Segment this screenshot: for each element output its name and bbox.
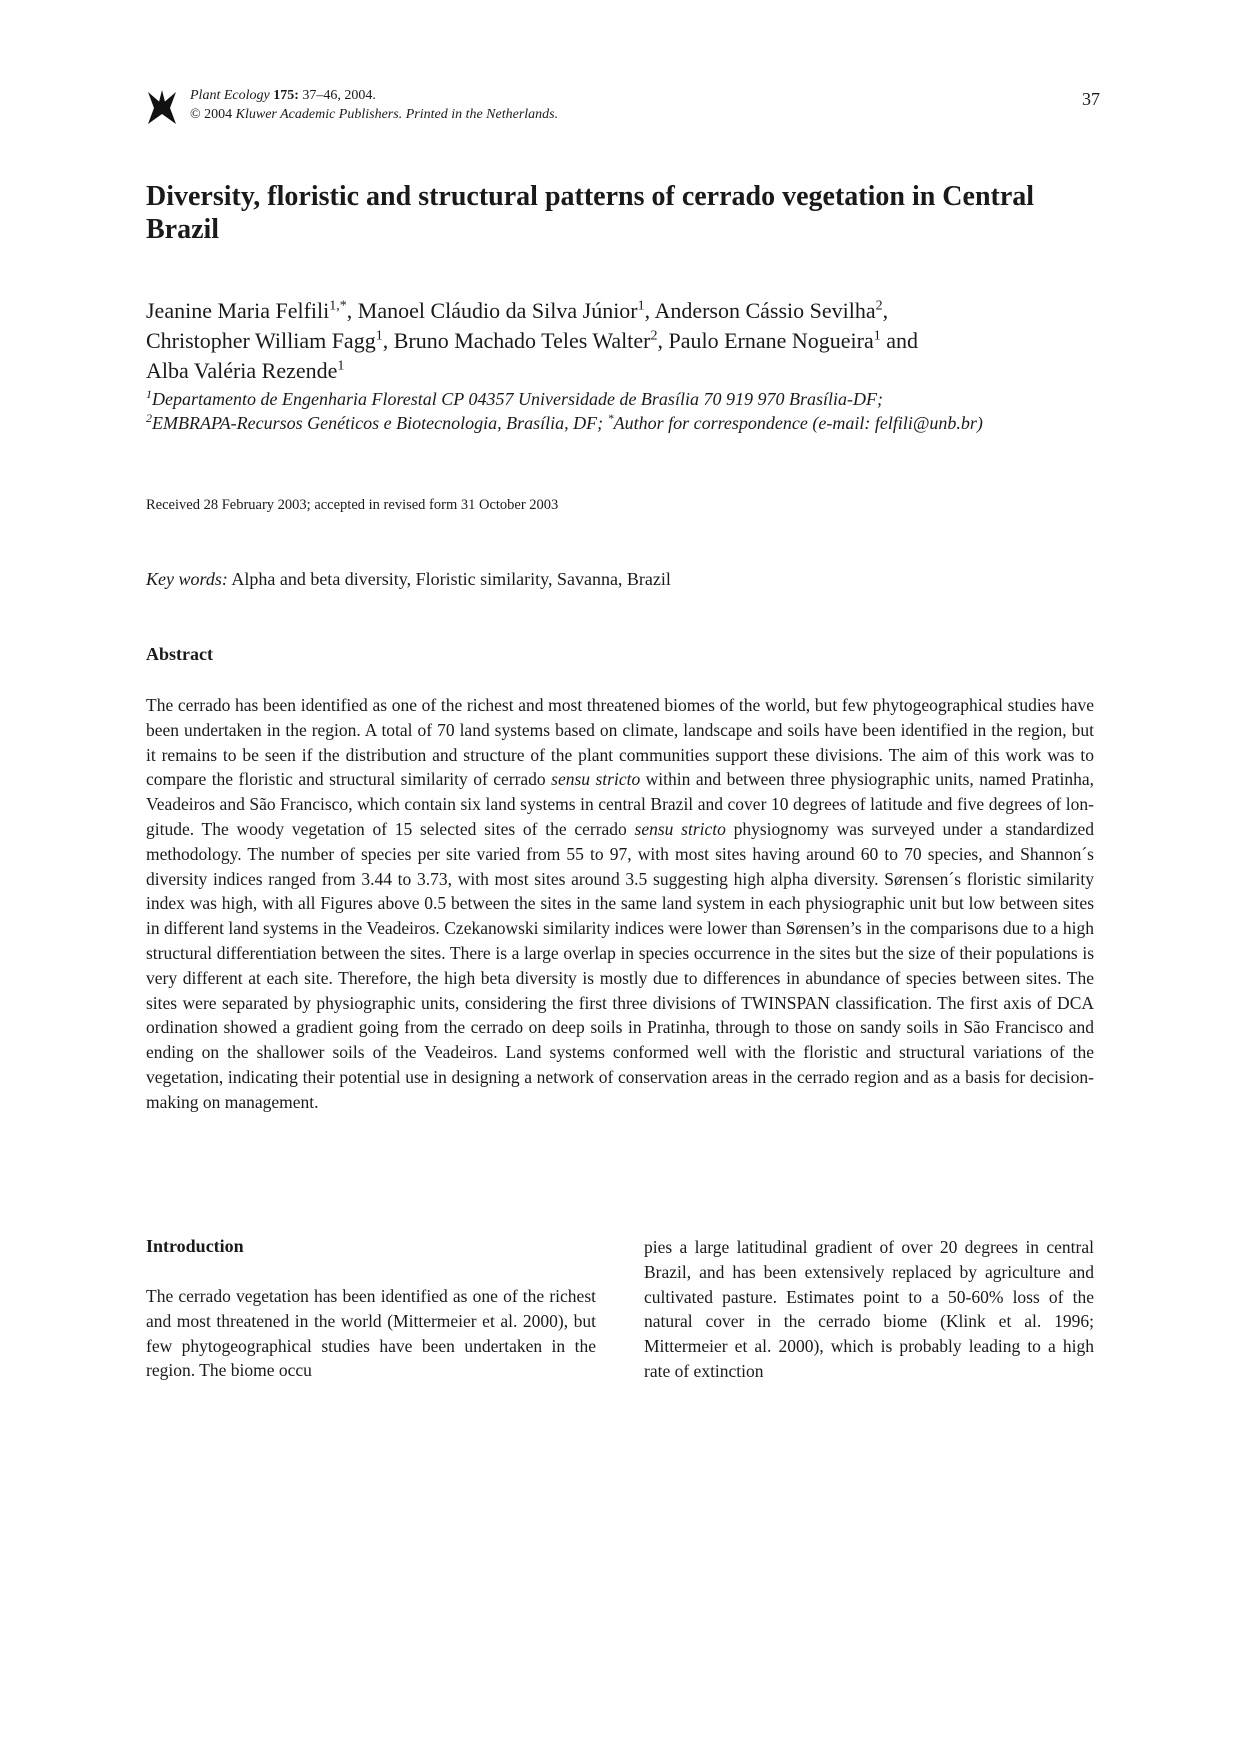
author-affiliation-mark: 1: [375, 328, 383, 344]
author-affiliation-mark: 2: [875, 298, 883, 314]
journal-name: Plant Ecology: [190, 88, 270, 103]
keywords-label: Key words:: [146, 569, 228, 589]
abstract-body: [146, 693, 1094, 1115]
abstract-text: physiognomy was surveyed under a standardized methodology. The number of species per site varied from 55 to 97, with most sites having around 60 to 70 species, and Shannon´s diversity indices ranged from 3.44 to 3.73, with most sites around 3.5 suggesting high alpha diversity. Sørensen´s floristic similarity index was high, with all Figures above 0.5 between the sites in the same land system in each physiographic unit but low between sites in different land systems in the Veadeiros. Czekanowski similarity indices were lower than Sørensen’s in the comparisons due to a high structural differentiation between the sites. There is a large overlap in species occurrence in the sites but the size of their populations is very different at each site. Therefore, the high beta diversity is mostly due to differences in abundance of species between sites. The sites were separated by physiographic units, considering the first three divisions of TWINSPAN classification. The first axis of DCA ordination showed a gradient going from the cerrado on deep soils in Pratinha, through to those on sandy soils in São Francisco and ending on the shallower soils of the Veadeiros. Land systems conformed well with the floristic and structural variations of the vegetation, indicating their potential use in designing a network of conservation areas in the cerrado region and as a basis for decision-making on management.: [146, 818, 1094, 1112]
kluwer-logo-icon: [146, 88, 178, 128]
author-separator: and: [880, 328, 918, 353]
author-name: Paulo Ernane Nogueira: [668, 328, 874, 353]
author-separator: ,: [382, 328, 394, 353]
author-name: Alba Valéria Rezende: [146, 358, 338, 383]
abstract-text: within and between three physiographic units, named Pratinha, Veadeiros and São Francisco, which contain six land systems in central Brazil and cover 10 degrees of latitude and five degrees of longitude. The woody vegetation of 15 selected sites of the cerrado: [146, 769, 1094, 839]
affiliation-mark: 1: [146, 387, 152, 401]
keywords: [146, 569, 671, 590]
author-separator: ,: [644, 298, 655, 323]
abstract-italic-term: sensu stricto: [634, 818, 726, 839]
affiliation-1: Departamento de Engenharia Florestal CP 04357 Universidade de Brasília 70 919 970 Brasília-DF;: [152, 389, 883, 409]
journal-volume: 175:: [273, 88, 299, 103]
correspondence-note: Author for correspondence (e-mail: felfili@unb.br): [613, 413, 983, 433]
author-affiliation-mark: 1,*: [329, 298, 347, 314]
author-name: Manoel Cláudio da Silva Júnior: [357, 298, 638, 323]
author-name: Christopher William Fagg: [146, 328, 376, 353]
author-name: Bruno Machado Teles Walter: [393, 328, 651, 353]
author-affiliation-mark: 1: [873, 328, 881, 344]
author-separator: ,: [882, 298, 889, 323]
abstract-heading: Abstract: [146, 644, 213, 664]
author-affiliation-mark: 2: [650, 328, 658, 344]
author-separator: ,: [657, 328, 669, 353]
copyright-year: © 2004: [190, 107, 233, 122]
author-name: Anderson Cássio Sevilha: [654, 298, 876, 323]
page-number: 37: [1082, 89, 1100, 109]
abstract-italic-term: sensu stricto: [551, 769, 641, 790]
affiliation-mark: 2: [146, 411, 152, 425]
author-affiliation-mark: 1: [637, 298, 645, 314]
journal-pages-year: 37–46, 2004.: [302, 88, 376, 103]
author-affiliation-mark: 1: [337, 358, 345, 374]
journal-header: [146, 86, 1100, 130]
author-name: Jeanine Maria Felfili: [146, 298, 330, 323]
author-separator: ,: [346, 298, 358, 323]
keywords-text: Alpha and beta diversity, Floristic similarity, Savanna, Brazil: [231, 569, 671, 589]
abstract-text: The cerrado has been identified as one of the richest and most threatened biomes of the world, but few phytogeographical studies have been undertaken in the region. A total of 70 land systems based on climate, landscape and soils have been identified in the region, but it remains to be seen if the distribution and structure of the plant communities support these divisions. The aim of this work was to compare the floristic and structural similarity of cerrado: [146, 695, 1094, 790]
author-list: [146, 296, 1106, 386]
introduction-heading: Introduction: [146, 1236, 244, 1256]
introduction-right-column: pies a large latitudinal gradient of over 20 degrees in central Brazil, and has been extensively replaced by agriculture and cultivated pasture. Estimates point to a 50-60% loss of the natural cover in the cerrado biome (Klink et al. 1996; Mittermeier et al. 2000), which is probably leading to a high rate of extinction: [644, 1237, 1094, 1381]
journal-citation: [190, 86, 558, 124]
article-title: Diversity, floristic and structural patterns of cerrado vegetation in Central Brazil: [146, 181, 1035, 245]
affiliation-2: EMBRAPA-Recursos Genéticos e Biotecnologia, Brasília, DF;: [152, 413, 608, 433]
received-dates: Received 28 February 2003; accepted in revised form 31 October 2003: [146, 497, 559, 513]
affiliations: [146, 387, 1106, 435]
publisher-line: Kluwer Academic Publishers. Printed in the Netherlands.: [235, 107, 559, 122]
introduction-left-column: The cerrado vegetation has been identified as one of the richest and most threatened in the world (Mittermeier et al. 2000), but few phytogeographical studies have been undertaken in the region. The biome occu: [146, 1286, 596, 1381]
correspondence-mark: *: [607, 411, 614, 425]
